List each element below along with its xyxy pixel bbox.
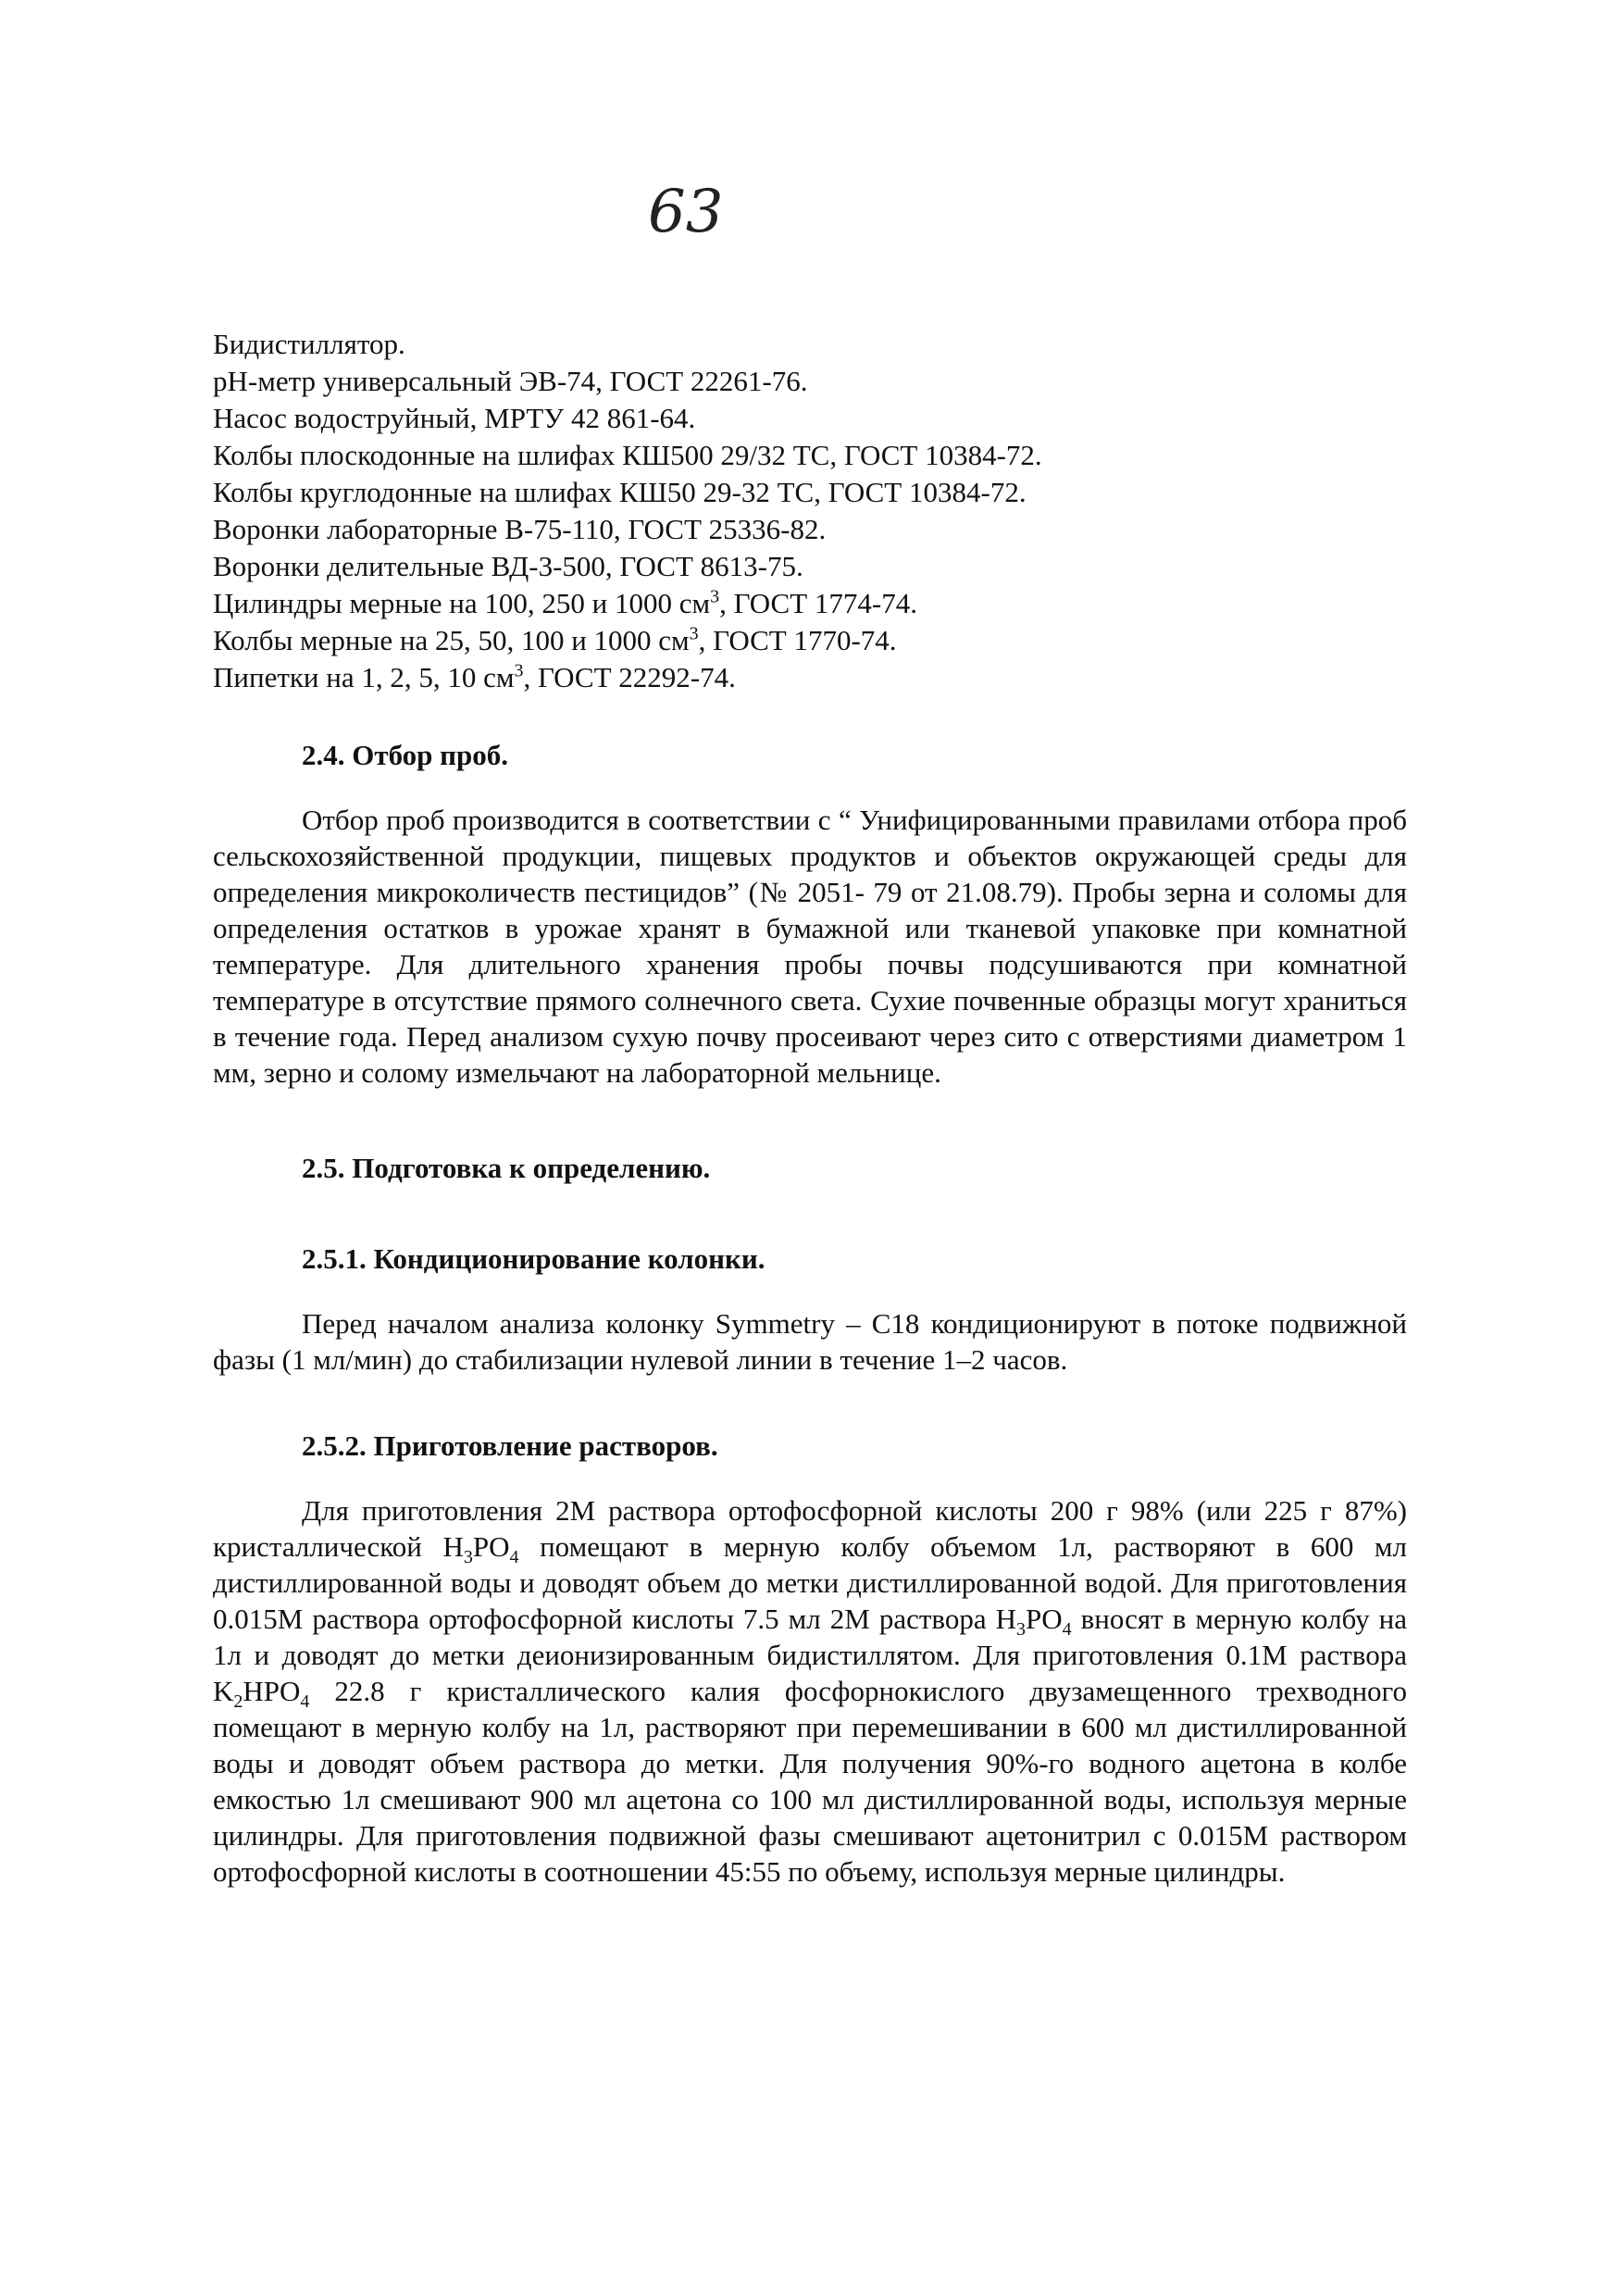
page-number: 63 [648,178,724,246]
equipment-list [213,326,1416,696]
equipment-item: Колбы мерные на 25, 50, 100 и 1000 $см^3$, ГОСТ 1770-74. [213,623,897,656]
section-paragraph: Отбор проб производится в соответствии с “ Унифицированными правилами отбора проб сельскохозяйственной продукции, пищевых продуктов и объектов окружающей среды для определения микроколичеств пестицидов” (№ 2051- 79 от 21.08.79). Пробы зерна и соломы для определения остатков в урожае хранят в бумажной или тканевой упаковке при комнатной температуре. Для длительного хранения пробы почвы подсушиваются при комнатной температуре в отсутствие прямого солнечного света. Сухие почвенные образцы могут храниться в течение года. Перед анализом сухую почву просеивают через сито с отверстиями диаметром 1 мм, зерно и солому измельчают на лабораторной мельнице. [213,804,1407,1089]
equipment-item: Колбы плоскодонные на шлифах КШ500 29/32 ТС, ГОСТ 10384-72. [213,439,1042,471]
section-paragraph: Для приготовления 2М раствора ортофосфорной кислоты 200 г 98% (или 225 г 87%) кристаллической $H_3PO_4$ помещают в мерную колбу объемом 1л, растворяют в 600 мл дистиллированной воды и доводят объем до метки дистиллированной водой. Для приготовления 0.015М раствора ортофосфорной кислоты 7.5 мл 2М раствора $H_3PO_4$ вносят в мерную колбу на 1л и доводят до метки деионизированным бидистиллятом. Для приготовления 0.1М раствора $K_2HPO_4$ 22.8 г кристаллического калия фосфорнокислого двузамещенного трехводного помещают в мерную колбу на 1л, растворяют при перемешивании в 600 мл дистиллированной воды и доводят объем раствора до метки. Для получения 90%-го водного ацетона в колбе емкостью 1л смешивают 900 мл ацетона со 100 мл дистиллированной воды, используя мерные цилиндры. Для приготовления подвижной фазы смешивают ацетонитрил с 0.015М раствором ортофосфорной кислоты в соотношении 45:55 по объему, используя мерные цилиндры. [213,1494,1407,1888]
equipment-item: Бидистиллятор. [213,328,405,360]
section-sampling [213,737,1407,1091]
equipment-item: Колбы круглодонные на шлифах КШ50 29-32 ТС, ГОСТ 10384-72. [213,476,1027,508]
equipment-item: Цилиндры мерные на 100, 250 и 1000 $см^3$, ГОСТ 1774-74. [213,586,917,619]
section-solutions [213,1428,1407,1890]
equipment-item: Насос водоструйный, МРТУ 42 861-64. [213,402,696,434]
section-column-conditioning [213,1241,1407,1378]
equipment-item: Воронки лабораторные В-75-110, ГОСТ 25336-82. [213,513,827,545]
equipment-item: Воронки делительные ВД-3-500, ГОСТ 8613-75. [213,550,803,582]
section-paragraph: Перед началом анализа колонку Symmetry – C18 кондиционируют в потоке подвижной фазы (1 мл/мин) до стабилизации нулевой линии в течение 1–2 часов. [213,1307,1407,1376]
section-heading: 2.5.2. Приготовление растворов. [302,1429,718,1462]
equipment-item: pH-метр универсальный ЭВ-74, ГОСТ 22261-76. [213,365,808,397]
section-heading: 2.5.1. Кондиционирование колонки. [302,1242,765,1275]
section-heading: 2.4. Отбор проб. [302,739,509,771]
equipment-item: Пипетки на 1, 2, 5, 10 $см^3$, ГОСТ 22292-74. [213,660,736,693]
section-preparation [213,1150,1407,1187]
section-heading: 2.5. Подготовка к определению. [302,1152,711,1184]
